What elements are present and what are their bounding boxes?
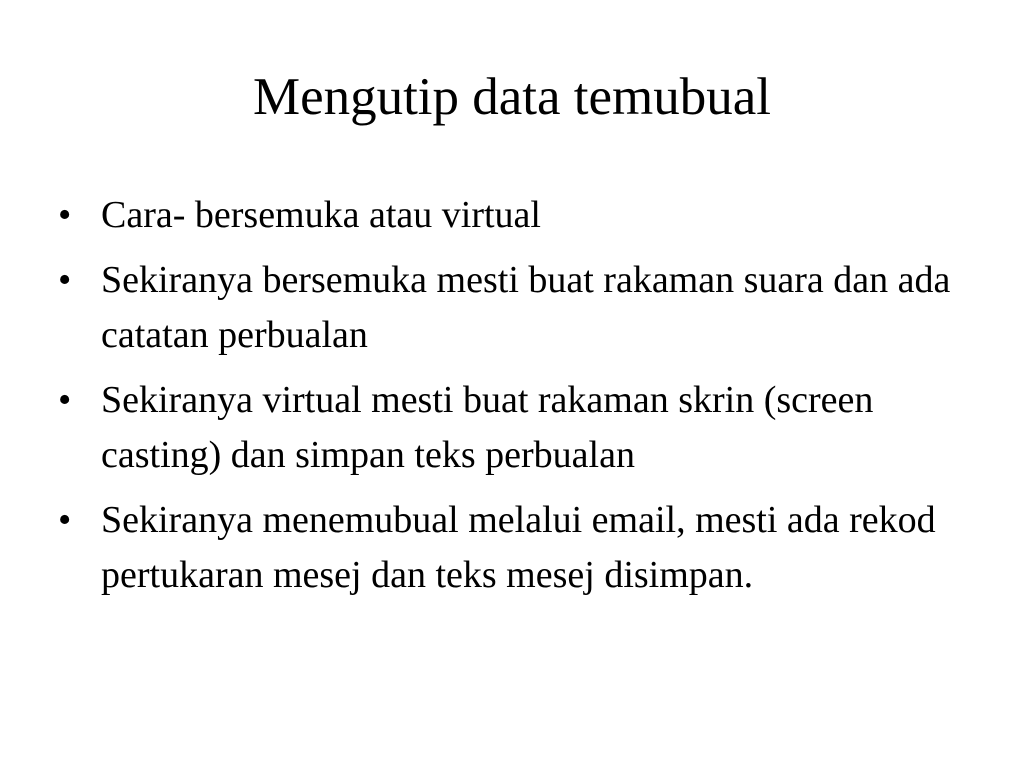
bullet-item — [58, 188, 958, 243]
bullet-text: Sekiranya virtual mesti buat rakaman skrin (screen casting) dan simpan teks perbualan — [101, 379, 874, 476]
bullet-icon: • — [58, 194, 72, 236]
bullet-icon: • — [58, 259, 72, 301]
bullet-item — [58, 373, 958, 483]
bullet-text: Sekiranya bersemuka mesti buat rakaman suara dan ada catatan perbualan — [101, 259, 951, 356]
slide-title: Mengutip data temubual — [252, 68, 772, 126]
bullet-list — [58, 188, 958, 613]
bullet-item — [58, 253, 958, 363]
bullet-text: Sekiranya menemubual melalui email, mesti ada rekod pertukaran mesej dan teks mesej disimpan. — [101, 499, 936, 596]
bullet-text: Cara- bersemuka atau virtual — [101, 194, 541, 236]
bullet-icon: • — [58, 379, 72, 421]
bullet-icon: • — [58, 499, 72, 541]
bullet-item — [58, 493, 958, 603]
